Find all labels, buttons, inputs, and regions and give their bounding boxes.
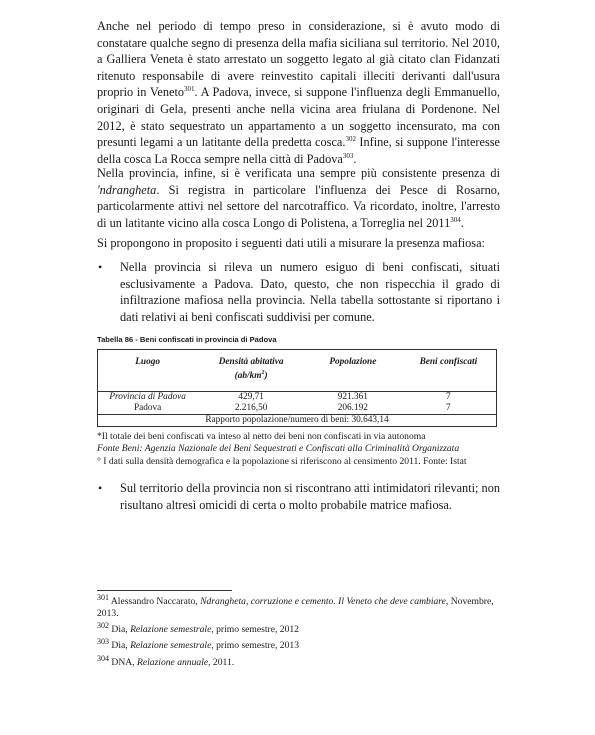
footnote-301: $^{301}$ Alessandro Naccarato, Ndrangheta, corruzione e cemento. Il Veneto che deve cambiare, Novembre, 2013.: [97, 593, 494, 620]
table-note-fonte: Fonte Beni: Agenzia Nazionale dei Beni Sequestrati e Confiscati alla Criminalità Organizzata: [97, 443, 460, 455]
bullet-icon: •: [98, 260, 103, 274]
table-notes: [97, 431, 500, 468]
cell-popolazione: 921.361: [305, 392, 401, 404]
footnotes: [97, 592, 500, 669]
bullet-text: Sul territorio della provincia non si riscontrano atti intimidatori rilevanti; non risultano altresì omicidi di certa o molto probabile matrice mafiosa.: [120, 481, 500, 512]
header-luogo: Luogo: [98, 350, 198, 392]
bullet-list: [97, 259, 500, 325]
bullet-text: Nella provincia si rileva un numero esiguo di beni confiscati, situati esclusivamente a Padova. Dato, questo, che non rispecchia il grado di infiltrazione mafiosa nella provincia. Nella tabella sottostante si riportano i dati relativi ai beni confiscati suddivisi per comune.: [120, 260, 500, 324]
bullet-list: [97, 480, 500, 513]
paragraph-text: Infine, si suppone l'interesse della cosca La Rocca sempre nella città di Padova: [97, 135, 500, 166]
footnote-ref[interactable]: 303: [342, 151, 354, 160]
cell-ratio: Rapporto popolazione/numero di beni: 30.643,14: [98, 415, 497, 427]
table-note-totale: *Il totale dei beni confiscati va inteso al netto dei beni non confiscati in via autonoma: [97, 431, 426, 442]
footnote-ref[interactable]: 301: [184, 85, 195, 94]
paragraph-mafia-siciliana: [97, 18, 500, 167]
paragraph-text: .: [460, 215, 464, 230]
cell-beni: 7: [401, 392, 497, 404]
paragraph-text: Anche nel periodo di tempo preso in considerazione, si è avuto modo di constatare qualche segno di presenza della mafia siciliana sul territorio. Nel 2010, a Galliera Veneta è stato arrestato un soggetto legato al già citato clan Fidanzati ritenuto responsabile di avere reinvestito capitali illeciti derivanti dall'usura proprio in Veneto: [97, 19, 500, 100]
paragraph-ndrangheta: [97, 165, 500, 231]
cell-densita: 429,71: [197, 392, 305, 404]
beni-confiscati-table: [97, 349, 497, 427]
header-popolazione: Popolazione: [305, 350, 401, 392]
paragraph-intro-dati: Si propongono in proposito i seguenti dati utili a misurare la presenza mafiosa:: [97, 236, 485, 250]
bullet-item-atti: [97, 480, 500, 513]
paragraph-text: . A Padova, invece, si suppone l'influenza degli Emmanuello, originari di Gela, presenti anche nella vicina area friulana di Pordenone. Nel 2012, è stato sequestrato un appartamento a un soggetto incensurato, ma con presunti legami a un latitante della predetta cosca.: [97, 85, 500, 150]
cell-beni: 7: [401, 403, 497, 415]
footnote-302: $^{302}$ Dia, Relazione semestrale, primo semestre, 2012: [97, 621, 299, 636]
cell-popolazione: 206.192: [305, 403, 401, 415]
paragraph-text: .: [353, 151, 357, 166]
table-note-istat: ° I dati sulla densità demografica e la popolazione si riferiscono al censimento 2011. Fonte: Istat: [97, 455, 467, 467]
table-row: [98, 403, 497, 415]
table-title: Tabella 86 - Beni confiscati in provincia di Padova: [97, 335, 277, 344]
table-ratio-row: [98, 415, 497, 427]
paragraph-text: . Si registra in particolare l'influenza dei Pesce di Rosarno, particolarmente attivi nel settore del narcotraffico. Va ricordato, inoltre, l'arresto di un latitante vicino alla cosca Longo di Polistena, a Torreglia nel 2011: [97, 182, 500, 230]
header-densita: Densità abitativa $(ab/km^2)$: [197, 350, 305, 392]
footnote-303: $^{303}$ Dia, Relazione semestrale, primo semestre, 2013: [97, 637, 299, 652]
cell-luogo: Provincia di Padova: [98, 392, 198, 404]
bullet-item-beni: [97, 259, 500, 325]
cell-densita: 2.216,50: [197, 403, 305, 415]
table-row: [98, 392, 497, 404]
table-header-row: [98, 350, 497, 392]
footnote-divider: [97, 590, 232, 591]
footnote-ref[interactable]: 302: [345, 135, 356, 144]
cell-luogo: Padova: [98, 403, 198, 415]
footnote-ref[interactable]: 304: [450, 215, 461, 224]
header-beni: Beni confiscati: [401, 350, 497, 392]
bullet-icon: •: [98, 481, 103, 495]
paragraph-text: Nella provincia, infine, si è verificata una sempre più consistente presenza di: [97, 166, 500, 180]
footnote-304: $^{304}$ DNA, Relazione annuale, 2011.: [97, 653, 235, 668]
paragraph-italic: 'ndrangheta: [97, 182, 157, 197]
